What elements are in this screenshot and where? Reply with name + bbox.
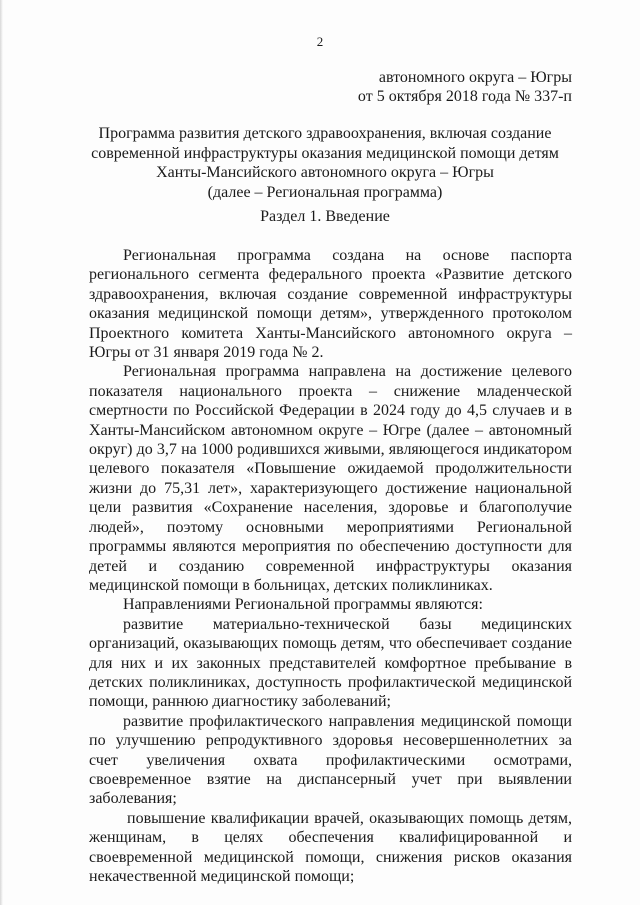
program-title bbox=[60, 124, 590, 202]
title-line-1: Программа развития детского здравоохранения, включая создание bbox=[98, 125, 552, 142]
scan-edge bbox=[0, 0, 3, 905]
title-line-3: Ханты-Мансийского автономного округа – Югры bbox=[156, 164, 494, 181]
paragraph-directions-intro: Направлениями Региональной программы являются: bbox=[123, 596, 483, 614]
paragraph-basis: Региональная программа создана на основе паспорта регионального сегмента федерального проекта «Развитие детского здравоохранения, включая создание современной инфраструктуры оказания медицинской помощи детям», утвержденного протоколом Проектного комитета Ханты-Мансийского автономного округа – Югры от 31 января 2019 года № 2. bbox=[89, 247, 572, 362]
paragraph-direction-qualification: повышение квалификации врачей, оказывающих помощь детям, женщинам, в целях обеспечения квалифицированной и своевременной медицинской помощи, снижения рисков оказания некачественной медицинской помощи; bbox=[89, 809, 572, 885]
approval-line-2: от 5 октября 2018 года № 337-п bbox=[357, 88, 572, 105]
paragraph-direction-prevention: развитие профилактического направления медицинской помощи по улучшению репродуктивного здоровья несовершеннолетних за счет увеличения охвата профилактическими осмотрами, своевременное взятие на диспансерный учет при выявлении заболевания; bbox=[89, 712, 572, 808]
section-heading: Раздел 1. Введение bbox=[260, 208, 390, 225]
title-line-2: современной инфраструктуры оказания медицинской помощи детям bbox=[91, 144, 559, 162]
approval-line-1: автономного округа – Югры bbox=[378, 69, 572, 86]
paragraph-goal: Региональная программа направлена на достижение целевого показателя национального проекта – снижение младенческой смертности по Российской Федерации в 2024 году до 4,5 случаев и в Ханты-Мансийском автономном округе – Югре (далее – автономный округ) до 3,7 на 1000 родившихся живыми, являющегося индикатором целевого показателя «Повышение ожидаемой продолжительности жизни до 75,31 лет», характеризующего достижение национальной цели развития «Сохранение населения, здоровье и благополучие людей», поэтому основными мероприятиями Региональной программы являются мероприятия по обеспечению доступности для детей и созданию современной инфраструктуры оказания медицинской помощи в больницах, детских поликлиниках. bbox=[89, 363, 572, 594]
title-line-4: (далее – Региональная программа) bbox=[207, 183, 443, 201]
body-text bbox=[89, 246, 572, 886]
approval-reference bbox=[358, 68, 572, 106]
page-number: 2 bbox=[316, 34, 324, 49]
paragraph-direction-infrastructure: развитие материально-технической базы медицинских организаций, оказывающих помощь детям, что обеспечивает создание для них и их законных представителей комфортное пребывание в детских поликлиниках, доступность профилактической медицинской помощи, раннюю диагностику заболеваний; bbox=[89, 615, 572, 711]
